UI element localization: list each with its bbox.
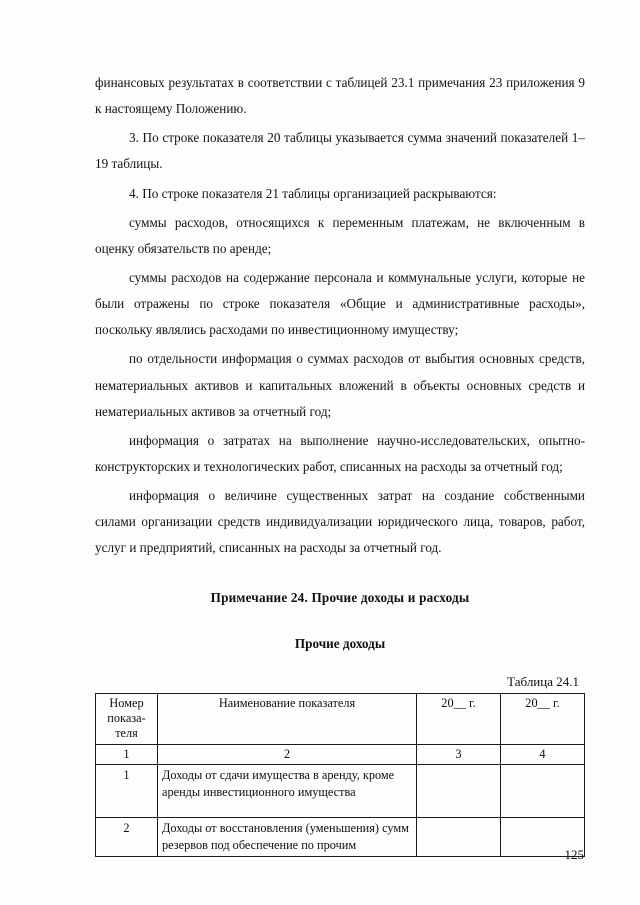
header-cell-year1: 20__ г. (417, 693, 501, 744)
row-name: Доходы от восстановления (уменьшения) сумм резервов под обеспечение по прочим (158, 817, 417, 856)
row-name: Доходы от сдачи имущества в аренду, кроме аренды инвестиционного имущества (158, 764, 417, 817)
row-index: 2 (96, 817, 158, 856)
column-number-4: 4 (501, 744, 585, 764)
table-row (96, 817, 585, 856)
header-cell-name: Наименование показателя (158, 693, 417, 744)
table-title: Прочие доходы (294, 635, 386, 651)
header-cell-year2: 20__ г. (501, 693, 585, 744)
paragraph-7: информация о затратах на выполнение научно-исследовательских, опытно-конструкторских и технологических работ, списанных на расходы за отчетный год; (95, 432, 585, 474)
other-income-table (95, 693, 585, 857)
paragraph-6: по отдельности информация о суммах расходов от выбытия основных средств, нематериальных активов и капитальных вложений в объекты основных средств и нематериальных активов за отчетный год; (95, 351, 585, 419)
row-year1-value (417, 764, 501, 817)
row-index: 1 (96, 764, 158, 817)
paragraph-8: информация о величине существенных затрат на создание собственными силами организации средств индивидуализации юридического лица, товаров, работ, услуг и предприятий, списанных на расходы за отчетный год. (95, 488, 585, 556)
paragraph-2: 3. По строке показателя 20 таблицы указывается сумма значений показателей 1–19 таблицы. (95, 130, 585, 172)
paragraph-5: суммы расходов на содержание персонала и коммунальные услуги, которые не были отражены по строке показателя «Общие и административные расходы», поскольку являлись расходами по инвестиционному имуществу; (95, 269, 585, 338)
table-row (96, 764, 585, 817)
column-number-2: 2 (158, 744, 417, 764)
header-cell-number: Номер показа-теля (96, 693, 158, 744)
paragraph-1: финансовых результатах в соответствии с таблицей 23.1 примечания 23 приложения 9 к настоящему Положению. (95, 75, 585, 117)
table-column-number-row (96, 744, 585, 764)
row-year1-value (417, 817, 501, 856)
column-number-1: 1 (96, 744, 158, 764)
table-header-row (96, 693, 585, 744)
column-number-3: 3 (417, 744, 501, 764)
table-caption: Таблица 24.1 (507, 673, 579, 689)
paragraph-3: 4. По строке показателя 21 таблицы организацией раскрываются: (129, 185, 497, 201)
note-heading: Примечание 24. Прочие доходы и расходы (210, 589, 470, 605)
row-year2-value (501, 764, 585, 817)
paragraph-4: суммы расходов, относящихся к переменным платежам, не включенным в оценку обязательств по аренде; (95, 214, 585, 256)
page-number: 125 (564, 847, 584, 862)
